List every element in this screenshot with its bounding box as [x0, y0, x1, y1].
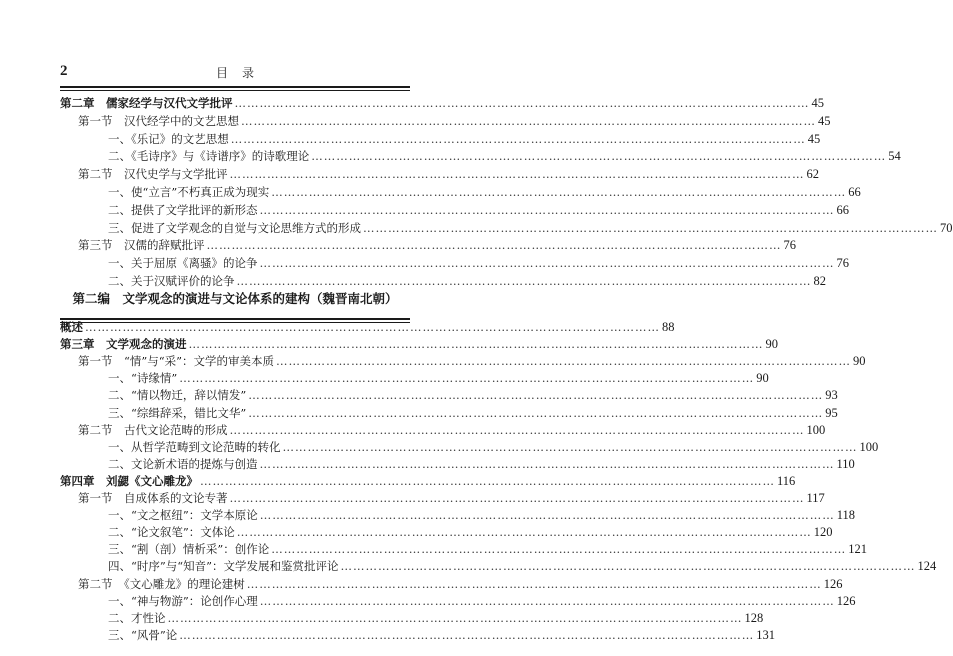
dot-leader: …………………………………………………………………………………………………………………………: [271, 185, 847, 199]
dot-leader: …………………………………………………………………………………………………………………………: [282, 439, 858, 454]
dot-leader: …………………………………………………………………………………………………………………………: [200, 473, 775, 488]
toc-entry-page: 54: [888, 149, 901, 164]
toc-entry-page: 100: [859, 439, 879, 454]
toc-entry-page: 70: [940, 220, 953, 235]
toc-entry-page: 124: [917, 559, 937, 574]
toc-entry-page: 82: [813, 274, 826, 288]
running-head-title: 目录: [216, 66, 269, 80]
dot-leader: …………………………………………………………………………………………………………………………: [188, 337, 764, 352]
dot-leader: …………………………………………………………………………………………………………………………: [230, 131, 806, 146]
toc-entry-page: 131: [756, 627, 776, 642]
toc-entry-label: 三、促进了文学观念的自觉与文论思维方式的形成: [108, 220, 361, 235]
dot-leader: …………………………………………………………………………………………………………………………: [259, 508, 835, 523]
toc-entry-page: 45: [807, 131, 821, 146]
toc-entry-page: 90: [853, 354, 866, 369]
dot-leader: …………………………………………………………………………………………………………………………: [167, 610, 743, 625]
toc-entry-label: 第四章 刘勰《文心雕龙》: [60, 473, 198, 488]
toc-entry-label: 四、“时序”与“知音”：文学发展和鉴赏批评论: [108, 559, 339, 574]
toc-entry-label: 第三章 文学观念的演进: [60, 337, 187, 352]
dot-leader: …………………………………………………………………………………………………………………………: [259, 202, 835, 217]
toc-entry-label: 二、才性论: [108, 610, 166, 625]
dot-leader: …………………………………………………………………………………………………………………………: [259, 256, 835, 271]
toc-entry-label: 二、关于汉赋评价的论争: [108, 274, 235, 288]
toc-entry-label: 一、“诗缘情”: [108, 371, 178, 386]
toc-entry-page: 45: [811, 96, 824, 110]
dot-leader: …………………………………………………………………………………………………………………………: [271, 542, 847, 557]
toc-entry-label: 第一节 自成体系的文论专著: [78, 491, 228, 505]
toc-entry-page: 62: [806, 167, 819, 182]
dot-leader: …………………………………………………………………………………………………………………………: [241, 113, 816, 128]
toc-entry-page: 76: [836, 256, 849, 271]
dot-leader: …………………………………………………………………………………………………………………………: [236, 274, 812, 288]
toc-entry-page: 95: [825, 405, 838, 420]
dot-leader: …………………………………………………………………………………………………………………………: [248, 405, 824, 420]
dot-leader: …………………………………………………………………………………………………………………………: [259, 593, 835, 608]
toc-entry-page: 110: [836, 456, 855, 471]
toc-entry-label: 一、关于屈原《离骚》的论争: [108, 256, 258, 271]
toc-entry-label: 第一节 “情”与“采”：文学的审美本质: [78, 354, 275, 369]
toc-entry-page: 100: [806, 422, 826, 437]
toc-entry-label: 三、“风骨”论: [108, 627, 178, 642]
part-title: 第二编 文学观念的演进与文论体系的建构（魏晋南北朝）: [72, 291, 398, 306]
toc-entry-page: 88: [662, 320, 675, 334]
dot-leader: …………………………………………………………………………………………………………………………: [259, 456, 835, 471]
dot-leader: …………………………………………………………………………………………………………………………: [246, 576, 822, 591]
toc-entry-label: 三、“割（剖）情析采”：创作论: [108, 542, 270, 557]
toc-entry-label: 一、“神与物游”：论创作心理: [108, 593, 258, 608]
page-header: [0, 0, 450, 90]
toc-entry-page: 118: [836, 508, 856, 523]
toc-entry-page: 66: [848, 185, 861, 199]
toc-entry-label: 第一节 汉代经学中的文艺思想: [78, 113, 239, 128]
toc-entry-page: 76: [783, 238, 796, 253]
dot-leader: …………………………………………………………………………………………………………………………: [85, 320, 660, 334]
toc-entry-label: 第二章 儒家经学与汉代文学批评: [60, 96, 233, 110]
toc-entry-page: 93: [825, 388, 838, 403]
toc-entry-item: [60, 627, 776, 647]
dot-leader: …………………………………………………………………………………………………………………………: [229, 491, 805, 505]
toc-entry-label: 二、提供了文学批评的新形态: [108, 202, 258, 217]
toc-entry-label: 二、“情以物迁，辞以情发”: [108, 388, 247, 403]
toc-entry-page: 120: [813, 525, 833, 540]
dot-leader: …………………………………………………………………………………………………………………………: [340, 559, 916, 574]
toc-entry-page: 66: [836, 202, 849, 217]
dot-leader: …………………………………………………………………………………………………………………………: [236, 525, 812, 540]
toc-entry-label: 概述: [60, 320, 83, 334]
toc-entry-label: 第二节 汉代史学与文学批评: [78, 167, 228, 182]
toc-entry-label: 二、文论新术语的提炼与创造: [108, 456, 258, 471]
dot-leader: …………………………………………………………………………………………………………………………: [229, 167, 805, 182]
toc-entry-label: 第二节 《文心雕龙》的理论建树: [78, 576, 245, 591]
dot-leader: …………………………………………………………………………………………………………………………: [229, 422, 805, 437]
dot-leader: …………………………………………………………………………………………………………………………: [234, 96, 810, 110]
toc-entry-label: 第三节 汉儒的辞赋批评: [78, 238, 205, 253]
header-rule-thin: [60, 90, 410, 91]
toc-entry-label: 一、从哲学范畴到文论范畴的转化: [108, 439, 281, 454]
dot-leader: …………………………………………………………………………………………………………………………: [363, 220, 938, 235]
toc-entry-label: 一、《乐记》的文艺思想: [108, 131, 229, 146]
toc-entry-page: 128: [744, 610, 764, 625]
toc-entry-page: 45: [818, 113, 831, 128]
dot-leader: …………………………………………………………………………………………………………………………: [248, 388, 824, 403]
toc-entry-label: 三、“综缉辞采，错比文华”: [108, 405, 247, 420]
dot-leader: …………………………………………………………………………………………………………………………: [179, 627, 755, 642]
dot-leader: …………………………………………………………………………………………………………………………: [206, 238, 782, 253]
toc-entry-page: 116: [777, 473, 796, 488]
toc-entry-label: 二、《毛诗序》与《诗谱序》的诗歌理论: [108, 149, 310, 164]
toc-entry-page: 126: [823, 576, 843, 591]
dot-leader: …………………………………………………………………………………………………………………………: [179, 371, 755, 386]
dot-leader: …………………………………………………………………………………………………………………………: [311, 149, 887, 164]
toc-entry-page: 117: [806, 491, 825, 505]
toc-entry-label: 第二节 古代文论范畴的形成: [78, 422, 228, 437]
toc-entry-page: 121: [848, 542, 868, 557]
toc-entry-label: 一、“文之枢纽”：文学本原论: [108, 508, 258, 523]
page-number: 2: [60, 63, 68, 79]
toc-entry-label: 一、使“立言”不朽真正成为现实: [108, 185, 270, 199]
header-rule-thick: [60, 86, 410, 88]
toc-entry-label: 二、“论文叙笔”：文体论: [108, 525, 235, 540]
toc-entry-page: 90: [765, 337, 778, 352]
dot-leader: …………………………………………………………………………………………………………………………: [276, 354, 852, 369]
toc-entry-page: 126: [836, 593, 856, 608]
toc-entry-page: 90: [756, 371, 769, 386]
